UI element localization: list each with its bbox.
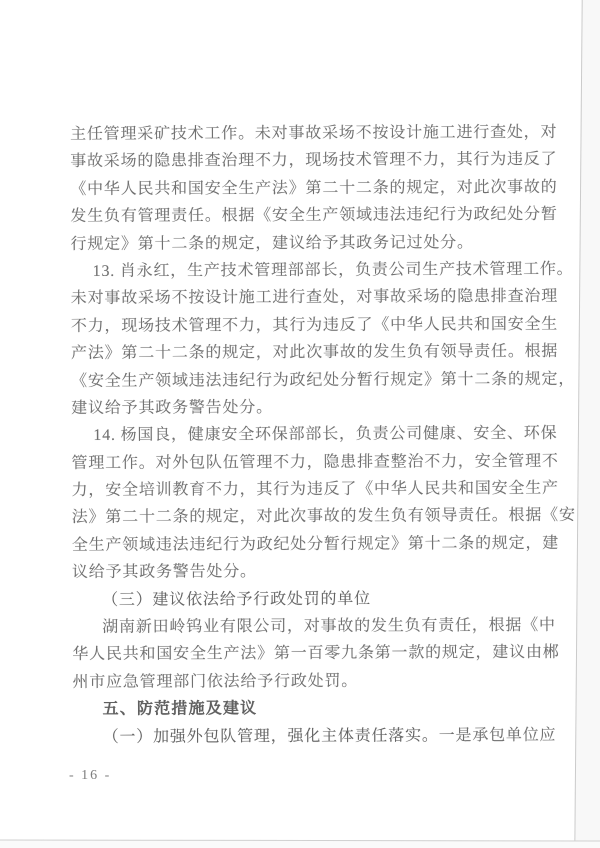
text-line: 湖南新田岭钨业有限公司，对事故的发生负有责任，根据《中 [102,616,556,636]
subsection-1-body-text: 一是承包单位应 [438,726,557,744]
text-line: 主任管理采矿技术工作。未对事故采场不按设计施工进行查处，对 [70,123,558,143]
text-line-paragraph-13-start: 13. 肖永红，生产技术管理部部长，负责公司生产技术管理工作。 [92,260,574,280]
section-heading-5: 五、防范措施及建议 [102,700,258,719]
subsection-heading-3: （三）建议依法给予行政处罚的单位 [102,590,371,609]
text-line: 全生产领域违法违纪行为政纪处分暂行规定》第十二条的规定，建 [71,534,560,554]
text-line: 法》第二十二条的规定，对此次事故的发生负有领导责任。根据《安 [71,507,576,527]
text-line: 未对事故采场不按设计施工进行查处，对事故采场的隐患排查治理 [70,288,559,308]
text-line: 不力，现场技术管理不力，其行为违反了《中华人民共和国安全生 [70,315,559,335]
text-line: 行规定》第十二条的规定，建议给予其政务记过处分。 [70,233,474,253]
text-line: 《安全生产领域违法违纪行为政纪处分暂行规定》第十二条的规定， [71,370,576,390]
text-line: 产法》第二十二条的规定，对此次事故的发生负有领导责任。根据 [70,342,559,363]
text-line: 管理工作。对外包队伍管理不力，隐患排查整治不力，安全管理不 [71,452,559,472]
document-body [70,119,576,751]
text-line-subsection-1-start [73,721,555,750]
subsection-1-lead-text: （一）加强外包队管理，强化主体责任落实。 [102,726,439,746]
paper-right-edge [574,0,600,848]
text-line: 发生负有管理责任。根据《安全生产领域违法违纪行为政纪处分暂 [70,206,558,226]
text-line: 力，安全培训教育不力，其行为违反了《中华人民共和国安全生产 [71,479,559,500]
text-line-paragraph-14-start: 14. 杨国良，健康安全环保部部长，负责公司健康、安全、环保 [93,425,558,445]
text-line: 州市应急管理部门依法给予行政处罚。 [72,672,359,691]
page-number: - 16 - [69,768,112,783]
text-line: 事故采场的隐患排查治理不力，现场技术管理不力，其行为违反了 [70,151,558,171]
text-line: 《中华人民共和国安全生产法》第二十二条的规定，对此次事故的 [70,178,558,198]
paper-bottom-edge [0,839,600,848]
text-line: 议给予其政务警告处分。 [71,563,257,582]
text-line: 华人民共和国安全生产法》第一百零九条第一款的规定，建议由郴 [72,644,560,664]
text-line: 建议给予其政务警告处分。 [71,399,273,417]
